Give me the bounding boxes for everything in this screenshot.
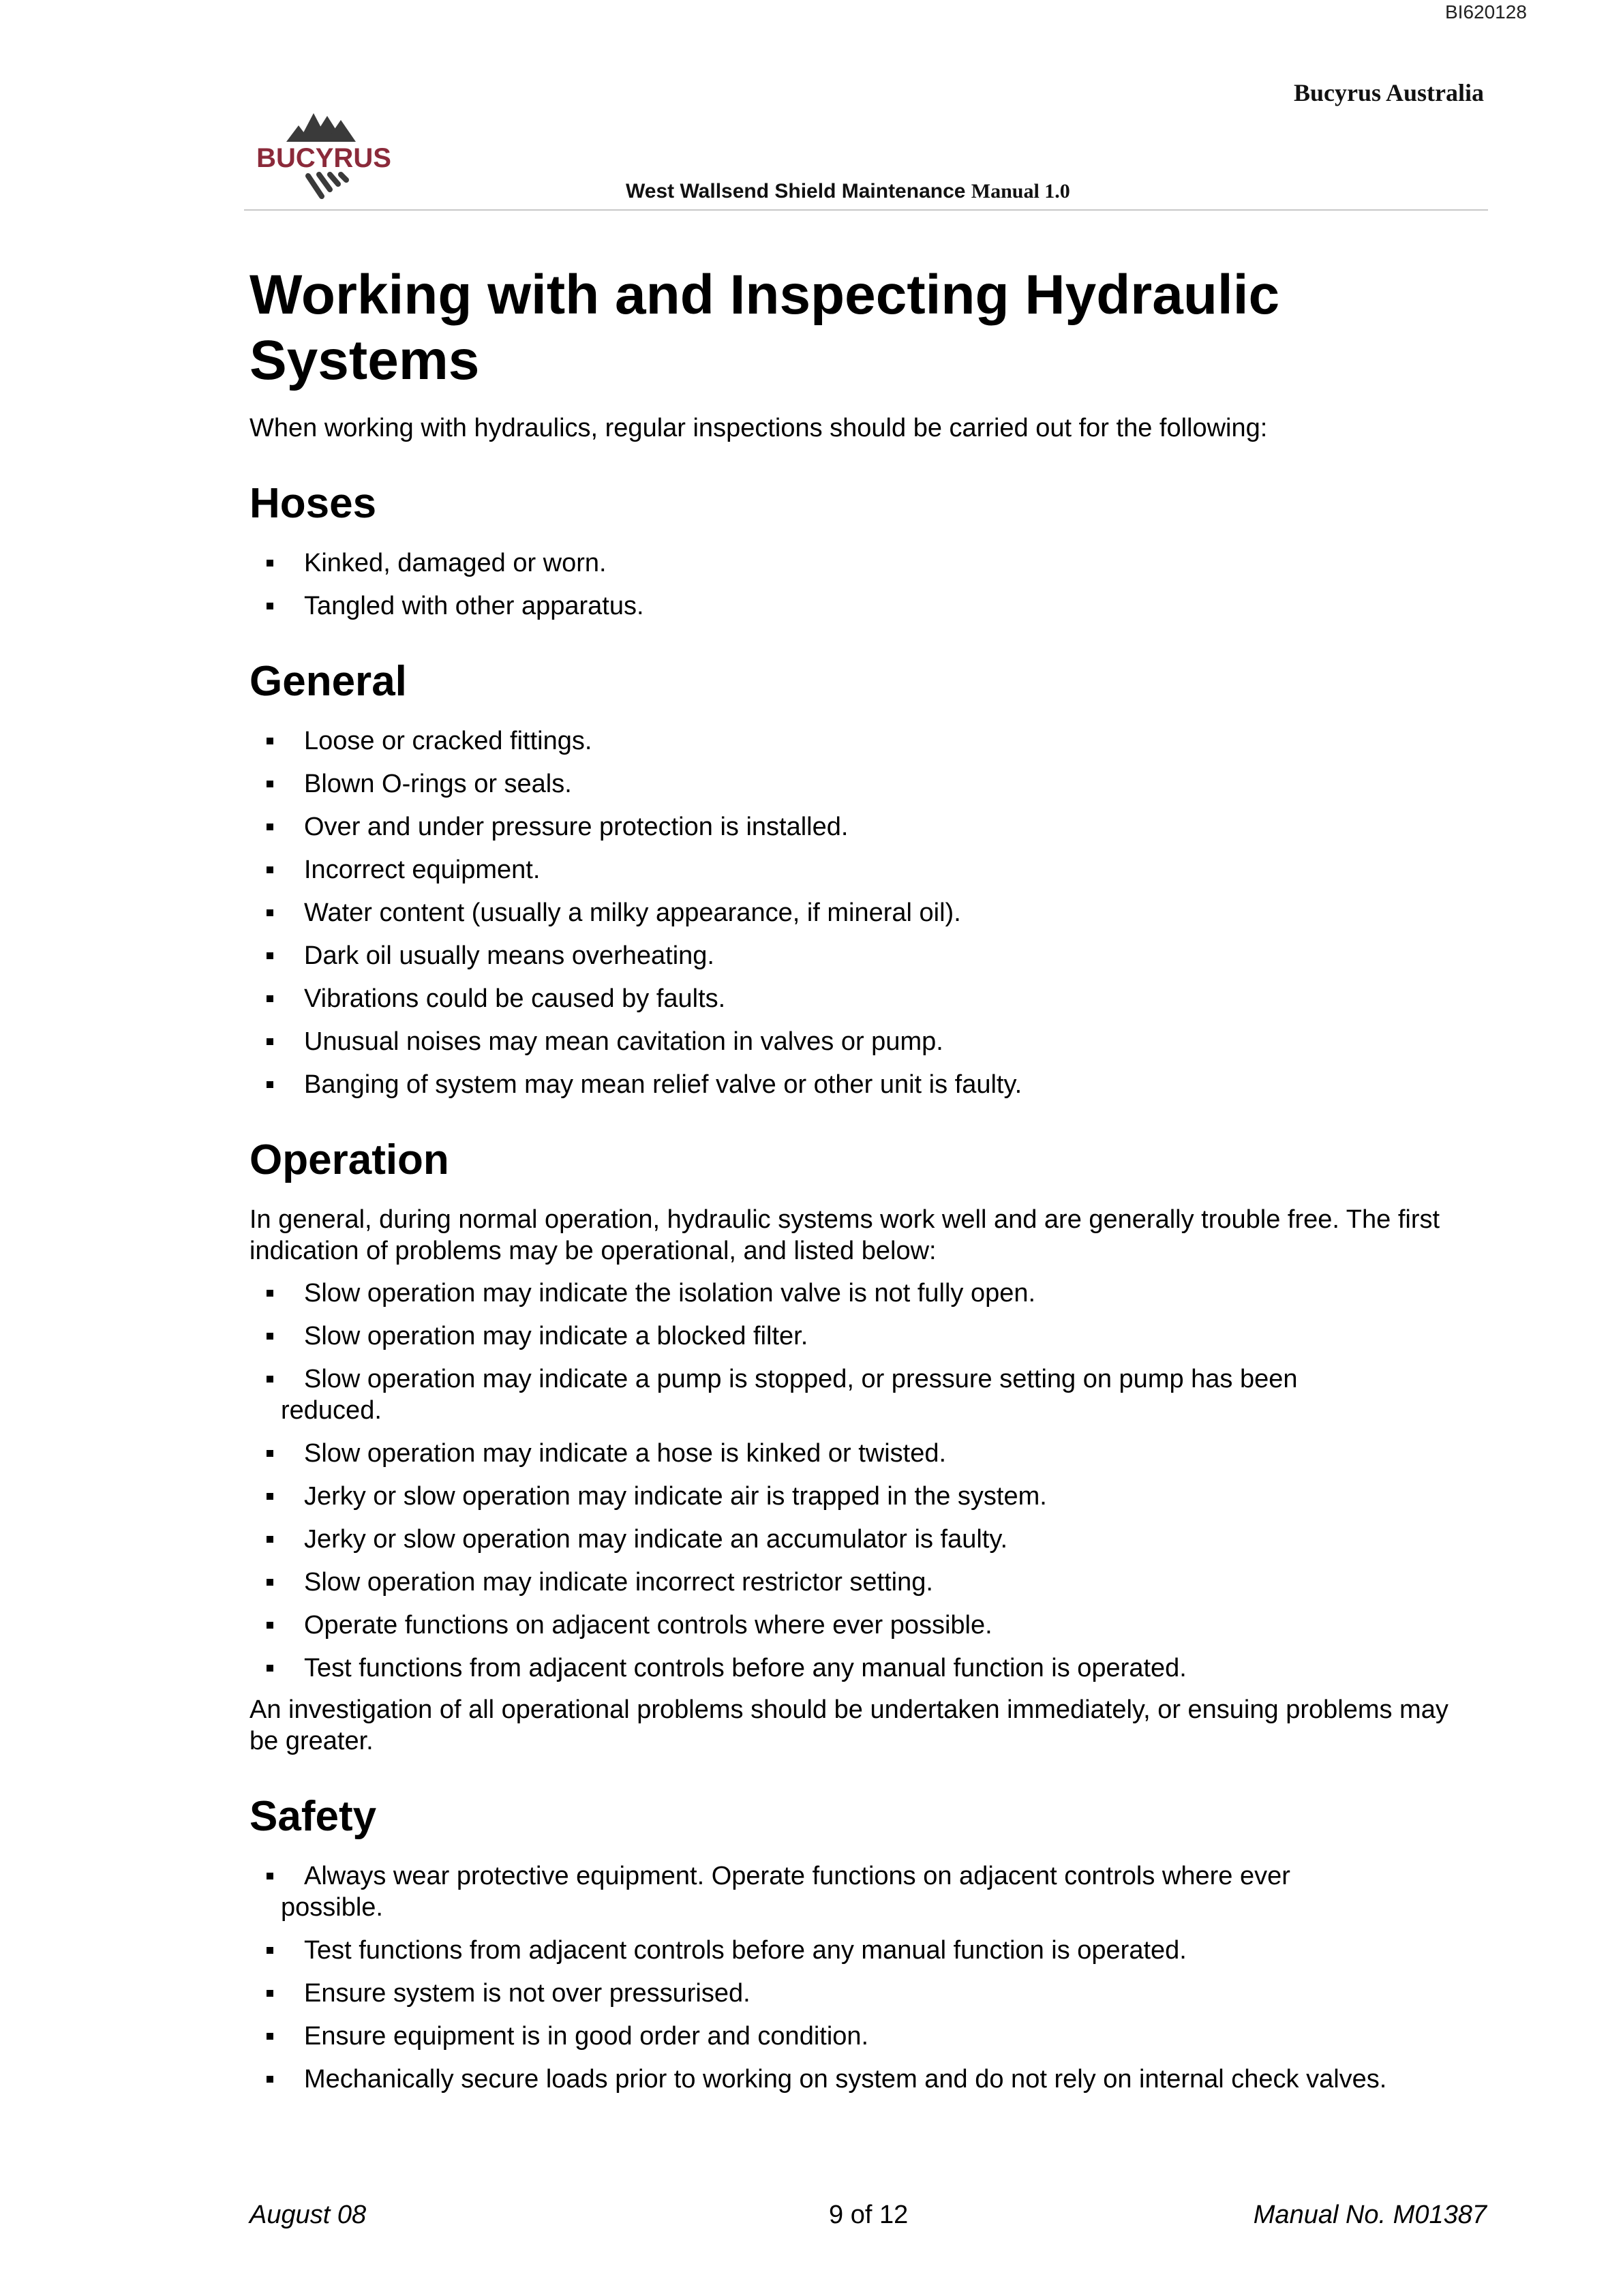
bullet-icon bbox=[267, 1333, 273, 1340]
bullet-icon bbox=[267, 1622, 273, 1629]
bullet-icon bbox=[267, 1081, 273, 1088]
list-item: Dark oil usually means overheating. bbox=[249, 940, 1476, 971]
list-item: Operate functions on adjacent controls where ever possible. bbox=[249, 1610, 1476, 1641]
bullet-icon bbox=[267, 560, 273, 567]
bullet-icon bbox=[267, 1290, 273, 1297]
bullet-icon bbox=[267, 603, 273, 609]
manual-title-main: West Wallsend Shield Maintenance bbox=[626, 180, 971, 202]
bullet-icon bbox=[267, 1493, 273, 1500]
section-heading-general: General bbox=[249, 658, 407, 705]
operation-list bbox=[249, 1278, 1476, 1684]
list-item: Slow operation may indicate incorrect restrictor setting. bbox=[249, 1567, 1476, 1598]
section-heading-operation: Operation bbox=[249, 1136, 449, 1183]
list-item: Slow operation may indicate the isolation valve is not fully open. bbox=[249, 1278, 1476, 1309]
bullet-icon bbox=[267, 1579, 273, 1586]
list-item: Kinked, damaged or worn. bbox=[249, 547, 1476, 579]
bullet-icon bbox=[267, 1536, 273, 1543]
manual-title-version: Manual 1.0 bbox=[971, 180, 1070, 202]
list-item: Slow operation may indicate a pump is stopped, or pressure setting on pump has been reduced. bbox=[249, 1363, 1476, 1426]
header-divider bbox=[244, 209, 1488, 211]
bullet-icon bbox=[267, 1873, 273, 1879]
bullet-icon bbox=[267, 824, 273, 830]
main-content bbox=[249, 262, 1476, 2106]
list-item: Vibrations could be caused by faults. bbox=[249, 983, 1476, 1014]
list-item: Loose or cracked fittings. bbox=[249, 725, 1476, 757]
bullet-icon bbox=[267, 1990, 273, 1997]
bullet-icon bbox=[267, 866, 273, 873]
bullet-icon bbox=[267, 781, 273, 787]
intro-paragraph: When working with hydraulics, regular inspections should be carried out for the following: bbox=[249, 414, 1268, 442]
footer-manual-number: Manual No. M01387 bbox=[1253, 2201, 1487, 2229]
bullet-icon bbox=[267, 1376, 273, 1383]
bullet-icon bbox=[267, 1947, 273, 1954]
bucyrus-logo bbox=[245, 108, 402, 203]
list-item: Slow operation may indicate a blocked filter. bbox=[249, 1320, 1476, 1352]
operation-closing: An investigation of all operational problems should be undertaken immediately, or ensuing problems may be greater. bbox=[249, 1695, 1448, 1755]
manual-title bbox=[626, 180, 1070, 203]
footer-date: August 08 bbox=[249, 2201, 367, 2229]
bullet-icon bbox=[267, 2076, 273, 2083]
list-item: Test functions from adjacent controls before any manual function is operated. bbox=[249, 1652, 1476, 1684]
list-item: Blown O-rings or seals. bbox=[249, 768, 1476, 800]
document-id: BI620128 bbox=[1445, 1, 1527, 22]
section-heading-hoses: Hoses bbox=[249, 480, 377, 527]
list-item: Jerky or slow operation may indicate air is trapped in the system. bbox=[249, 1481, 1476, 1512]
list-item: Banging of system may mean relief valve or other unit is faulty. bbox=[249, 1069, 1476, 1100]
list-item: Ensure system is not over pressurised. bbox=[249, 1978, 1476, 2009]
list-item: Incorrect equipment. bbox=[249, 854, 1476, 886]
general-list bbox=[249, 725, 1476, 1100]
safety-list bbox=[249, 1860, 1476, 2095]
bullet-icon bbox=[267, 1450, 273, 1457]
list-item: Over and under pressure protection is installed. bbox=[249, 811, 1476, 843]
operation-intro: In general, during normal operation, hydraulic systems work well and are generally trouble free. The first indication of problems may be operational, and listed below: bbox=[249, 1205, 1440, 1265]
bullet-icon bbox=[267, 995, 273, 1002]
list-item: Unusual noises may mean cavitation in valves or pump. bbox=[249, 1026, 1476, 1057]
list-item: Tangled with other apparatus. bbox=[249, 590, 1476, 622]
list-item: Mechanically secure loads prior to working on system and do not rely on internal check valves. bbox=[249, 2064, 1476, 2095]
list-item: Jerky or slow operation may indicate an accumulator is faulty. bbox=[249, 1524, 1476, 1555]
hoses-list bbox=[249, 547, 1476, 622]
footer-page-number: 9 of 12 bbox=[829, 2201, 909, 2229]
page-title: Working with and Inspecting Hydraulic Systems bbox=[249, 264, 1280, 391]
bullet-icon bbox=[267, 952, 273, 959]
list-item: Ensure equipment is in good order and condition. bbox=[249, 2021, 1476, 2052]
logo-wordmark: BUCYRUS bbox=[256, 143, 391, 173]
list-item: Water content (usually a milky appearance, if mineral oil). bbox=[249, 897, 1476, 928]
bullet-icon bbox=[267, 909, 273, 916]
section-heading-safety: Safety bbox=[249, 1793, 377, 1840]
bullet-icon bbox=[267, 738, 273, 744]
bullet-icon bbox=[267, 1665, 273, 1672]
list-item: Slow operation may indicate a hose is kinked or twisted. bbox=[249, 1438, 1476, 1469]
list-item: Test functions from adjacent controls before any manual function is operated. bbox=[249, 1935, 1476, 1966]
list-item: Always wear protective equipment. Operate functions on adjacent controls where ever possible. bbox=[249, 1860, 1476, 1923]
bullet-icon bbox=[267, 1038, 273, 1045]
company-name: Bucyrus Australia bbox=[1293, 79, 1484, 106]
bullet-icon bbox=[267, 2033, 273, 2040]
